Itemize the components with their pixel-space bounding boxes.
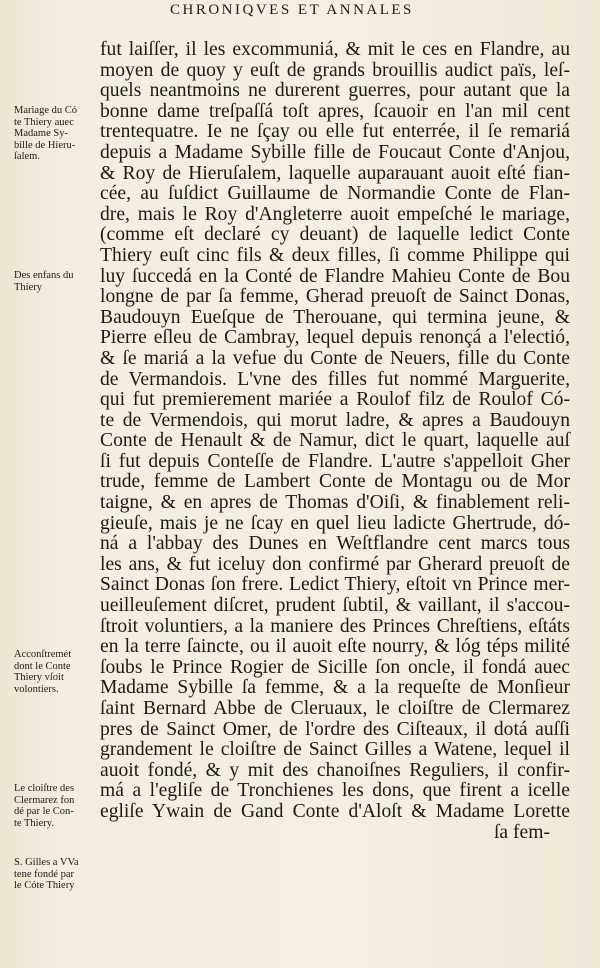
text-line: quels neantmoins ne durerent guerres, pour autant que la (100, 80, 570, 102)
text-line: (comme eſt declaré cy deuant) de laquelle ledict Conte (100, 224, 570, 246)
margin-note-line: te Thiery auec (14, 116, 74, 128)
text-line: taigne, & en apres de Thomas d'Oiſi, & finablement reli- (100, 492, 570, 514)
text-line: fut laiſſer, il les excommuniá, & mit le ces en Flandre, au (100, 39, 570, 60)
margin-note-line: Thiery vſoit (14, 672, 64, 683)
text-line: luy ſuccedá en la Conté de Flandre Mahieu Conte de Bou (100, 265, 570, 287)
text-line: bonne dame treſpaſſá toſt apres, ſcauoir en l'an mil cent (100, 100, 570, 122)
text-line: qui fut premierement mariée a Roulof filz de Roulof Có- (100, 389, 570, 411)
margin-note-line: Le cloiſtre des (14, 783, 75, 794)
margin-note-saint-gilles (14, 857, 96, 892)
text-line: ſtroit voluntiers, a la maniere des Princes Chreſtiens, eſtáts (100, 615, 570, 637)
margin-note-custom (14, 649, 96, 695)
text-line: Sainct Donas ſon frere. Ledict Thiery, eſtoit vn Prince mer- (100, 574, 570, 596)
margin-note-line: Mariage du Có (14, 105, 77, 116)
text-line: gieuſe, mais je ne ſcay en quel lieu ladicte Ghertrude, dó- (100, 512, 570, 534)
margin-note-line: Clermarez fon (14, 794, 75, 806)
text-line: auoit fondé, & y mit des chanoiſnes Reguliers, il confir- (100, 759, 570, 781)
text-line: Baudouyn Eueſque de Therouane, qui termina jeune, & (100, 306, 570, 328)
text-line: cée, au ſuſdict Guillaume de Normandie Conte de Flan- (100, 183, 570, 205)
text-line: ueilleuſement diſcret, prudent ſubtil, & vaillant, il s'accou- (100, 595, 570, 617)
text-line: ſoubs le Prince Rogier de Sicille ſon oncle, il fondá auec (100, 656, 570, 678)
text-line: dre, mais le Roy d'Angleterre auoit empeſché le mariage, (100, 203, 570, 225)
text-line: en la terre ſaincte, ou il auoit eſte nourry, & lóg téps milité (100, 636, 570, 658)
margin-note-line: volontiers. (14, 683, 59, 695)
margin-note-line: Des enfans du (14, 270, 74, 281)
text-line: moyen de quoy y euſt de grands brouillis audict païs, leſ- (100, 59, 570, 81)
margin-note-line: bille de Hieru- (14, 139, 76, 151)
text-line: egliſe Ywain de Gand Conte d'Aloſt & Madame Lorette (100, 800, 570, 822)
text-line: depuis a Madame Sybille fille de Foucaut Conte d'Anjou, (100, 141, 570, 163)
margin-note-line: Madame Sy- (14, 128, 68, 139)
running-header: CHRONIQVES ET ANNALES (170, 2, 414, 18)
margin-note-line: Acconſtremét (14, 649, 72, 660)
text-line: má a l'egliſe de Tronchienes les dons, que firent a icelle (100, 780, 570, 802)
margin-note-line: le Cóte Thiery (14, 880, 75, 891)
text-line: & ſe mariá a la vefue du Conte de Neuers, fille du Conte (100, 347, 570, 369)
text-line: te de Vermendois, qui morut ladre, & apres a Baudouyn (100, 409, 570, 431)
margin-note-line: dé par le Con- (14, 806, 74, 817)
margin-note-line: Thiery (14, 281, 42, 293)
text-line: ſa fem- (493, 821, 550, 843)
text-line: & Roy de Hieruſalem, laquelle auparauant auoit eſté fian- (100, 162, 570, 184)
text-line: Conte de Henault & de Namur, dict le quart, laquelle auſ (100, 430, 570, 452)
margin-note-cloister (14, 783, 96, 829)
margin-note-children (14, 270, 96, 293)
text-line: Thiery euſt cinc fils & deux filles, ſi comme Philippe qui (100, 244, 570, 266)
text-line: ſi fut depuis Conteſſe de Flandre. L'autre s'appelloit Gher (100, 450, 570, 472)
text-line: ná a l'abbay des Dunes en Weſtflandre cent marcs tous (100, 533, 570, 555)
text-line: de Vermandois. L'vne des filles fut nommé Marguerite, (100, 368, 570, 390)
margin-note-line: te Thiery. (14, 817, 54, 829)
text-line: longne de par ſa femme, Gherad preuoſt de Sainct Donas, (100, 286, 570, 308)
text-line: trentequatre. Ie ne ſçay ou elle fut enterrée, il ſe remariá (100, 121, 570, 143)
body-text (100, 40, 570, 843)
margin-note-line: tene fondé par (14, 868, 75, 880)
text-line: ſaint Bernard Abbe de Cleruaux, le cloiſtre de Clermarez (100, 698, 570, 719)
margin-note-line: ſalem. (14, 151, 40, 162)
margin-note-line: dont le Conte (14, 660, 71, 672)
text-line: trude, femme de Lambert Conte de Montagu ou de Mor (100, 471, 570, 493)
margin-note-line: S. Gilles a VVa (14, 857, 79, 868)
text-line: Pierre eſleu de Cambray, lequel depuis renonçá a l'electió, (100, 327, 570, 349)
text-line: Madame Sybille ſa femme, & a la requeſte de Monſieur (100, 677, 570, 699)
text-line: grandement le cloiſtre de Sainct Gilles a Watene, lequel il (100, 739, 570, 761)
text-line: les ans, & fut iceluy don confirmé par Gherard preuoſt de (100, 553, 570, 575)
text-line: pres de Sainct Omer, de l'ordre des Ciſteaux, il dotá auſſi (100, 718, 570, 740)
margin-note-marriage (14, 105, 96, 163)
